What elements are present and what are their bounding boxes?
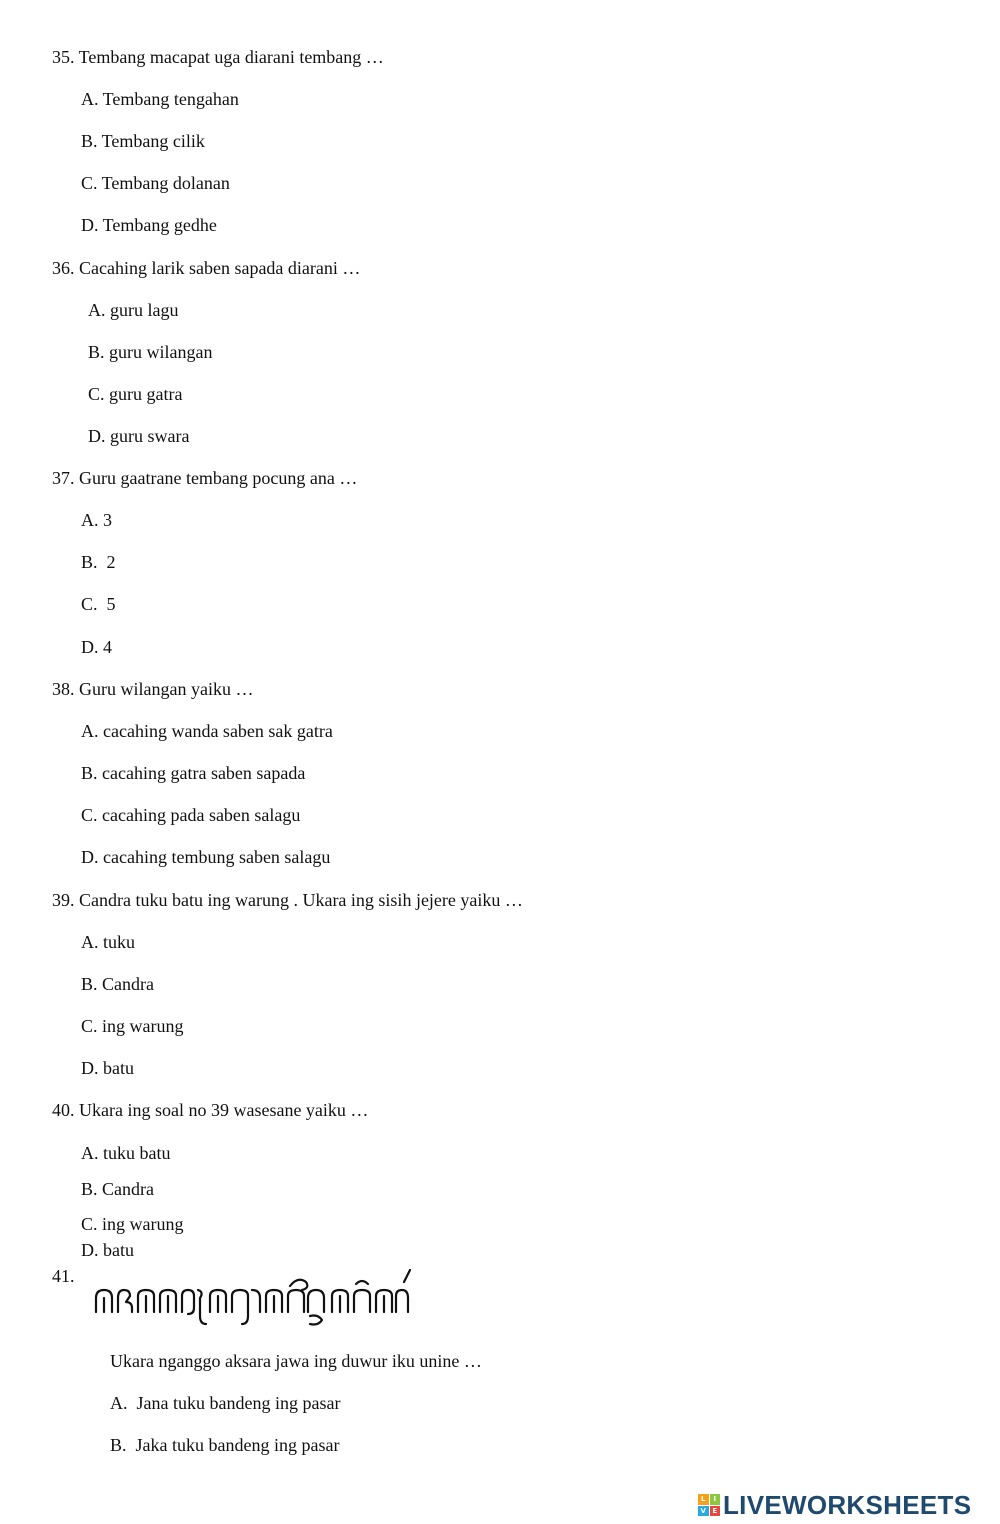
q41-option-a[interactable]: A. Jana tuku bandeng ing pasar (110, 1393, 341, 1413)
q37-option-c[interactable]: C. 5 (81, 594, 116, 614)
question-36: 36. Cacahing larik saben sapada diarani … (52, 258, 361, 278)
logo-tile-v: V (698, 1506, 709, 1517)
question-40: 40. Ukara ing soal no 39 wasesane yaiku … (52, 1100, 369, 1120)
question-41: 41. (52, 1266, 75, 1286)
q35-option-d[interactable]: D. Tembang gedhe (81, 215, 217, 235)
q35-option-b[interactable]: B. Tembang cilik (81, 131, 205, 151)
liveworksheets-logo[interactable] (698, 1490, 971, 1520)
q39-option-c[interactable]: C. ing warung (81, 1016, 184, 1036)
liveworksheets-logo-icon (698, 1494, 720, 1516)
q36-option-a[interactable]: A. guru lagu (88, 300, 179, 320)
question-39: 39. Candra tuku batu ing warung . Ukara ing sisih jejere yaiku … (52, 890, 523, 910)
q39-option-b[interactable]: B. Candra (81, 974, 154, 994)
question-35: 35. Tembang macapat uga diarani tembang … (52, 47, 384, 67)
q41-prompt: Ukara nganggo aksara jawa ing duwur iku unine … (110, 1351, 482, 1371)
logo-tile-e: E (710, 1506, 721, 1517)
logo-tile-i: I (710, 1494, 721, 1505)
q38-option-b[interactable]: B. cacahing gatra saben sapada (81, 763, 306, 783)
q40-option-c[interactable]: C. ing warung (81, 1214, 184, 1234)
q40-option-b[interactable]: B. Candra (81, 1179, 154, 1199)
q41-option-b[interactable]: B. Jaka tuku bandeng ing pasar (110, 1435, 340, 1455)
logo-tile-l: L (698, 1494, 709, 1505)
q39-option-d[interactable]: D. batu (81, 1058, 134, 1078)
brand-name: LIVEWORKSHEETS (723, 1489, 972, 1520)
question-37: 37. Guru gaatrane tembang pocung ana … (52, 468, 358, 488)
q38-option-c[interactable]: C. cacahing pada saben salagu (81, 805, 301, 825)
q40-option-a[interactable]: A. tuku batu (81, 1143, 171, 1163)
q37-option-b[interactable]: B. 2 (81, 552, 116, 572)
question-38: 38. Guru wilangan yaiku … (52, 679, 254, 699)
q38-option-d[interactable]: D. cacahing tembung saben salagu (81, 847, 331, 867)
q39-option-a[interactable]: A. tuku (81, 932, 135, 952)
q36-option-d[interactable]: D. guru swara (88, 426, 190, 446)
q35-option-a[interactable]: A. Tembang tengahan (81, 89, 239, 109)
q37-option-a[interactable]: A. 3 (81, 510, 112, 530)
q40-option-d[interactable]: D. batu (81, 1240, 134, 1260)
q37-option-d[interactable]: D. 4 (81, 637, 112, 657)
q35-option-c[interactable]: C. Tembang dolanan (81, 173, 230, 193)
q36-option-b[interactable]: B. guru wilangan (88, 342, 213, 362)
q36-option-c[interactable]: C. guru gatra (88, 384, 183, 404)
q38-option-a[interactable]: A. cacahing wanda saben sak gatra (81, 721, 333, 741)
javanese-script-image (92, 1268, 412, 1328)
